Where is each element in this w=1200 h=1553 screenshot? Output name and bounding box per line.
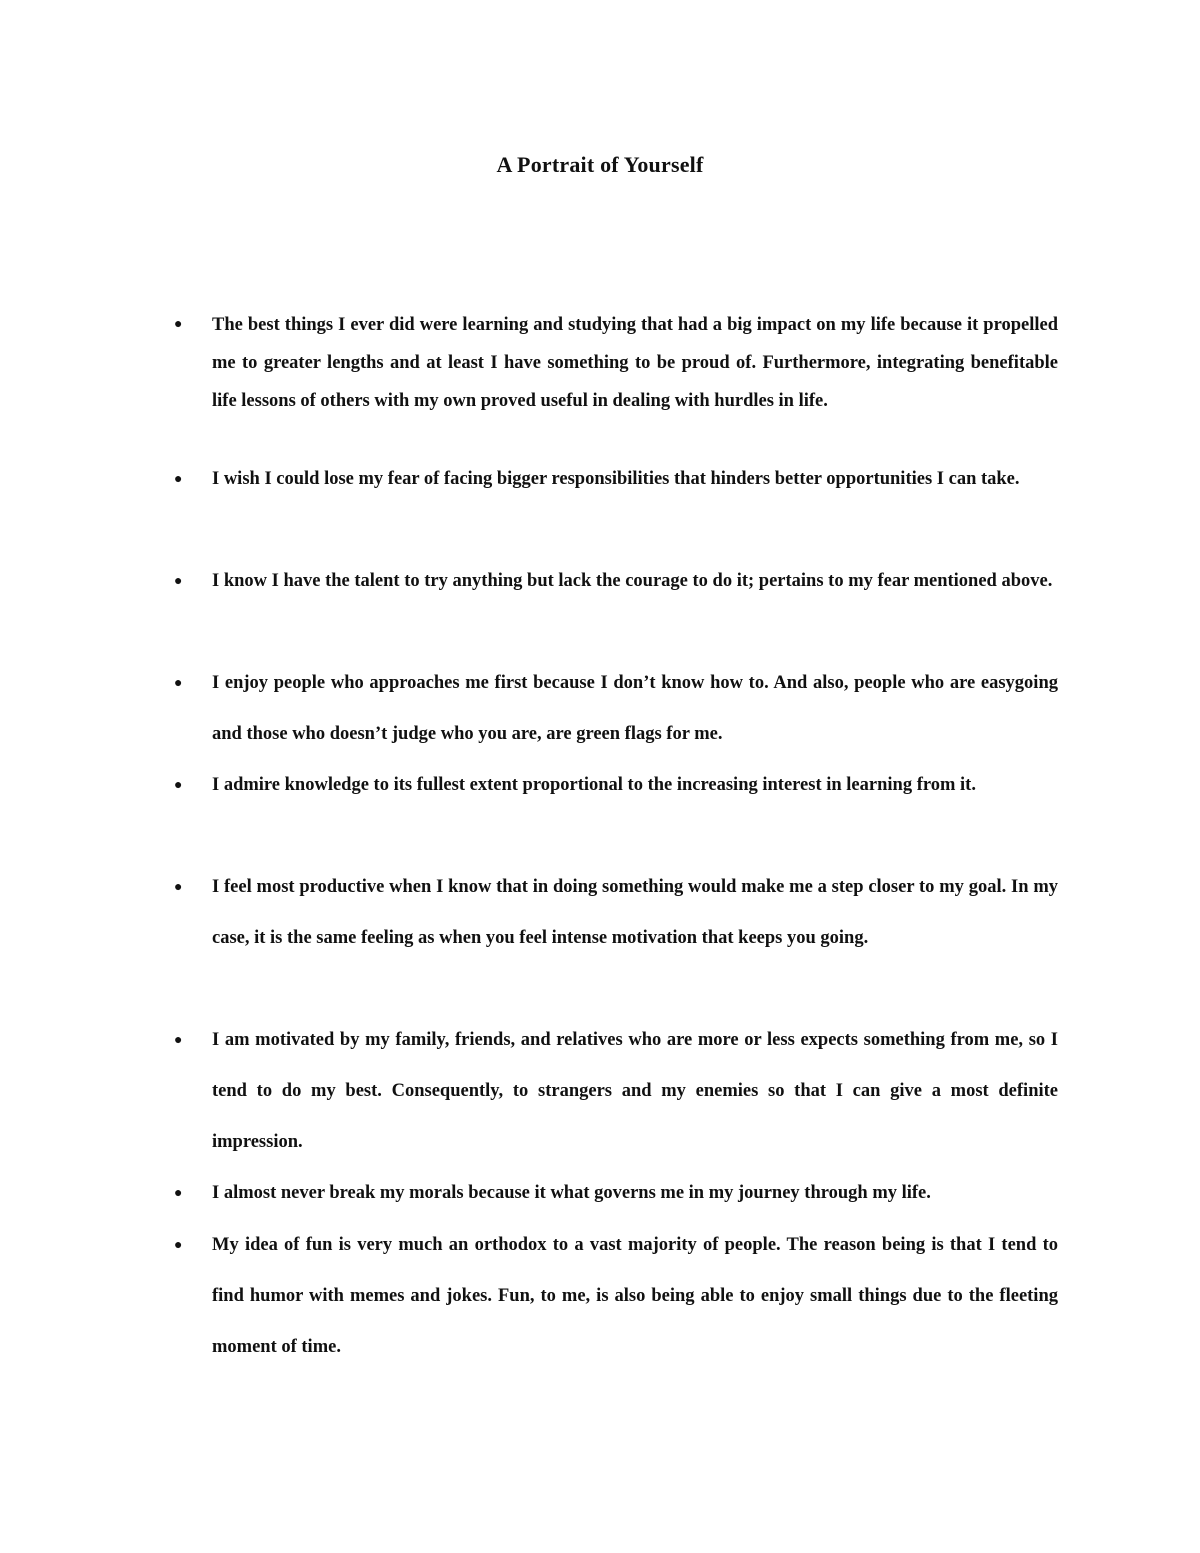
bullet-icon: ● [174, 1238, 183, 1253]
list-item [174, 1015, 1058, 1168]
bullet-icon: ● [174, 1186, 183, 1201]
bullet-icon: ● [174, 472, 183, 487]
list-item-text: I admire knowledge to its fullest extent proportional to the increasing interest in learning from it. [212, 775, 976, 795]
bullet-icon: ● [174, 317, 183, 332]
list-item [174, 760, 1058, 811]
list-item [174, 1220, 1058, 1373]
page-title: A Portrait of Yourself [496, 152, 704, 177]
list-item-text: I enjoy people who approaches me first because I don’t know how to. And also, people who are easygoing and those who doesn’t judge who you are, are green flags for me. [212, 673, 1058, 744]
list-item-text: I almost never break my morals because it what governs me in my journey through my life. [212, 1183, 931, 1203]
list-item-text: I am motivated by my family, friends, and relatives who are more or less expects something from me, so I tend to do my best. Consequently, to strangers and my enemies so that I can give a most definite impression. [212, 1030, 1058, 1152]
list-item-text: The best things I ever did were learning and studying that had a big impact on my life because it propelled me to greater lengths and at least I have something to be proud of. Furthermore, integrating benefitable life lessons of others with my own proved useful in dealing with hurdles in life. [212, 315, 1058, 411]
list-item [174, 306, 1058, 420]
bullet-icon: ● [174, 778, 183, 793]
list-item-text: I feel most productive when I know that in doing something would make me a step closer to my goal. In my case, it is the same feeling as when you feel intense motivation that keeps you going. [212, 877, 1058, 948]
list-item-text: I know I have the talent to try anything but lack the courage to do it; pertains to my fear mentioned above. [212, 571, 1053, 591]
list-item-text: I wish I could lose my fear of facing bigger responsibilities that hinders better opportunities I can take. [212, 469, 1020, 489]
list-item [174, 1168, 1058, 1219]
list-item [174, 862, 1058, 964]
bullet-icon: ● [174, 880, 183, 895]
bullet-icon: ● [174, 1033, 183, 1048]
list-item [174, 556, 1058, 607]
bullet-icon: ● [174, 574, 183, 589]
bullet-icon: ● [174, 676, 183, 691]
list-item [174, 658, 1058, 760]
list-item-text: My idea of fun is very much an orthodox to a vast majority of people. The reason being is that I tend to find humor with memes and jokes. Fun, to me, is also being able to enjoy small things due to the fleeting moment of time. [212, 1235, 1058, 1357]
list-item [174, 454, 1058, 505]
